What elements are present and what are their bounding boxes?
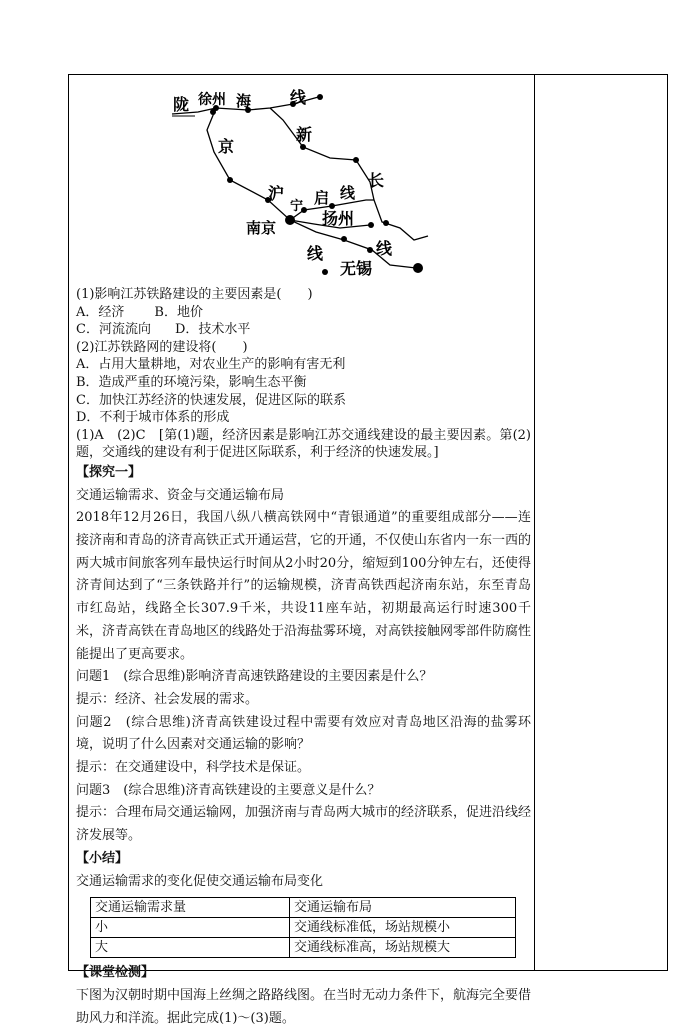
label-xian-4: 线 — [376, 239, 393, 258]
table-header-row — [91, 898, 516, 918]
label-jing: 京 — [218, 137, 235, 156]
question2-option-b: B．造成严重的环境污染，影响生态平衡 — [76, 374, 307, 390]
option-a: A．经济 — [76, 304, 125, 320]
question2-stem: (2)江苏铁路网的建设将( ) — [76, 339, 248, 355]
question2-option-a: A．占用大量耕地，对农业生产的影响有害无利 — [76, 357, 346, 373]
explore-hint-3: 提示：合理布局交通运输网，加强济南与青岛两大城市的经济联系，促进沿线经济发展等。 — [76, 805, 532, 844]
answer-explanation: (1)A (2)C [第(1)题，经济因素是影响江苏交通线建设的最主要因素。第(2)题，交通线的建设有利于促进区际联系，利于经济的快速发展。] — [76, 427, 531, 461]
label-chang: 长 — [368, 171, 385, 190]
option-c: C．河流流向 — [76, 322, 151, 338]
table-cell: 交通线标准低，场站规模小 — [290, 918, 516, 938]
label-hai: 海 — [236, 92, 252, 110]
check-heading: 【课堂检测】 — [76, 965, 155, 981]
option-d: D．技术水平 — [174, 322, 251, 338]
summary-text: 交通运输需求的变化促使交通运输布局变化 — [76, 873, 324, 889]
question2-option-d: D．不利于城市体系的形成 — [76, 410, 230, 426]
label-ning: 宁 — [290, 199, 304, 214]
table-row — [91, 918, 516, 938]
jiangsu-railway-map — [150, 74, 450, 284]
label-yangzhou: 扬州 — [322, 209, 355, 228]
label-xian-2: 线 — [340, 184, 356, 202]
option-b: B．地价 — [154, 304, 203, 320]
summary-table — [90, 897, 516, 958]
label-xian-1: 线 — [290, 88, 307, 107]
table-row — [91, 938, 516, 958]
label-hu: 沪 — [268, 184, 285, 203]
label-nanjing: 南京 — [246, 219, 277, 237]
explore-question-2: 问题2 (综合思维)济青高铁建设过程中需要有效应对青岛地区沿海的盐雾环境，说明了什么因素对交通运输的影响？ — [76, 714, 531, 753]
label-xin: 新 — [296, 125, 313, 144]
explore-heading: 【探究一】 — [76, 464, 142, 480]
label-wuxi: 无锡 — [340, 259, 373, 278]
label-qi: 启 — [314, 189, 330, 207]
table-header-cell: 交通运输需求量 — [91, 898, 290, 918]
check-text: 下图为汉朝时期中国海上丝绸之路路线图。在当时无动力条件下，航海完全要借助风力和洋流。据此完成(1)～(3)题。 — [76, 988, 532, 1026]
table-header-cell: 交通运输布局 — [290, 898, 516, 918]
table-cell: 大 — [91, 938, 290, 958]
table-cell: 交通线标准高，场站规模大 — [290, 938, 516, 958]
table-cell: 小 — [91, 918, 290, 938]
question2-option-c: C．加快江苏经济的快速发展，促进区际的联系 — [76, 392, 346, 408]
column-divider — [534, 74, 535, 971]
summary-heading: 【小结】 — [76, 850, 129, 866]
content-column — [76, 286, 531, 1030]
explore-question-1: 问题1 (综合思维)影响济青高速铁路建设的主要因素是什么？ — [76, 669, 433, 685]
explore-paragraph: 2018年12月26日，我国八纵八横高铁网中“青银通道”的重要组成部分——连接济南和青岛的济青高铁正式开通运营，它的开通，不仅使山东省内一东一西的两大城市间旅客列车最快运行时间从2小时20分，缩短到100分钟左右，还使得济青间达到了“三条铁路并行”的运输规模，济青高铁西起济南东站，东至青岛市红岛站，线路全长307.9千米，共设11座车站，初期最高运行时速300千米，济青高铁在青岛地区的线路处于沿海盐雾环境，对高铁接触网零部件防腐性能提出了更高要求。 — [76, 510, 532, 662]
label-xian-3: 线 — [307, 244, 324, 263]
explore-topic: 交通运输需求、资金与交通运输布局 — [76, 487, 285, 503]
label-xuzhou: 徐州 — [198, 92, 226, 108]
explore-question-3: 问题3 (综合思维)济青高铁建设的主要意义是什么？ — [76, 782, 381, 798]
explore-hint-2: 提示：在交通建设中，科学技术是保证。 — [76, 760, 311, 776]
question1-stem: (1)影响江苏铁路建设的主要因素是( ) — [76, 287, 313, 302]
label-long: 陇 — [173, 95, 190, 114]
explore-hint-1: 提示：经济、社会发展的需求。 — [76, 691, 259, 707]
question1-options-row1 — [76, 304, 531, 322]
question1-options-row2 — [76, 321, 531, 339]
